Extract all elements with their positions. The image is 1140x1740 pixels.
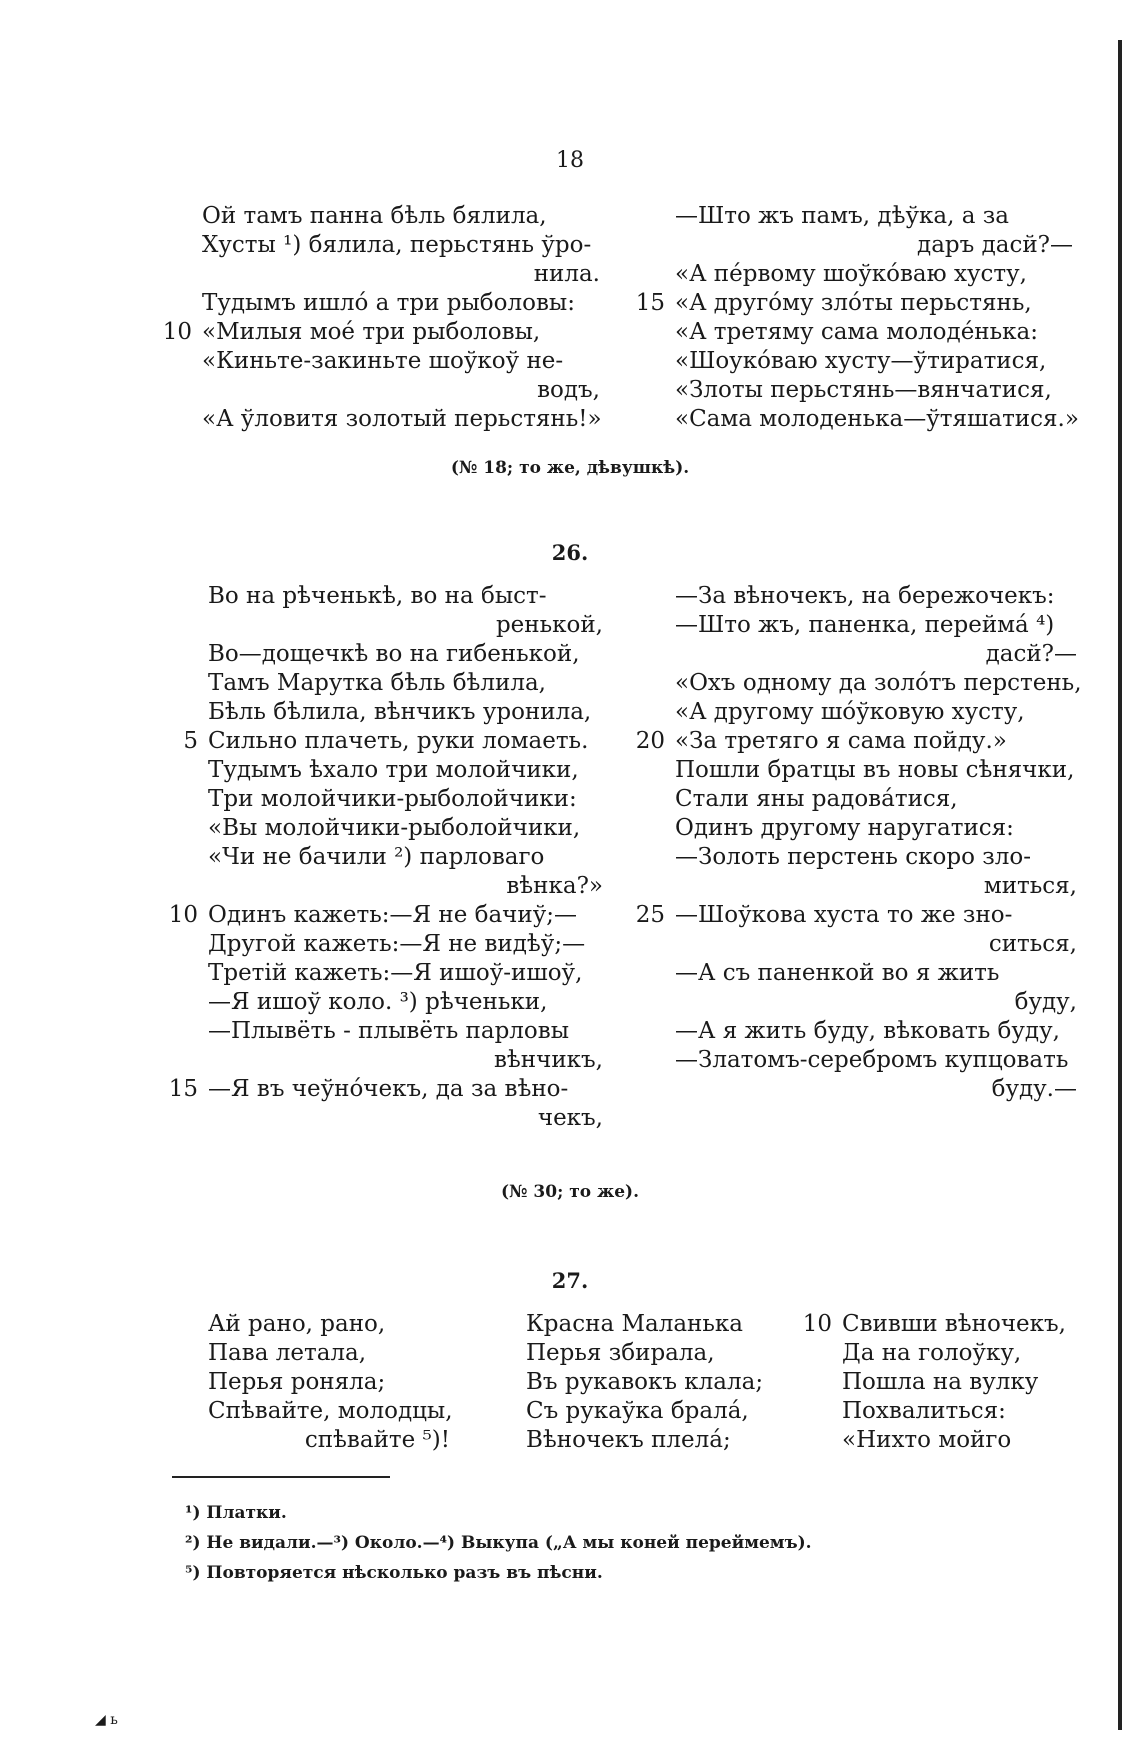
verse-text: Бѣль бѣлила, вѣнчикъ уронила, (208, 699, 592, 725)
verse-text: Одинъ кажеть:—Я не бачиў;— (208, 902, 577, 928)
verse-line (675, 872, 1077, 901)
page-number: 18 (556, 148, 584, 173)
verse-line (208, 1104, 603, 1133)
verse-text: «Вы молойчики-рыболойчики, (208, 815, 581, 841)
line-number: 10 (162, 319, 192, 345)
verse-line (208, 669, 603, 698)
verse-line (842, 1368, 1062, 1397)
verse-line (675, 1046, 1077, 1075)
verse-text: Сильно плачеть, руки ломаеть. (208, 728, 589, 754)
verse-line (675, 785, 1077, 814)
verse-text: —Плывёть - плывёть парловы (208, 1018, 570, 1044)
verse-line (526, 1339, 756, 1368)
verse-text: Свивши вѣночекъ, (842, 1311, 1066, 1337)
song-26-column-left (168, 582, 603, 1133)
page-edge-line (1118, 40, 1122, 1730)
verse-text: дасй?— (985, 641, 1077, 667)
verse-line (202, 202, 600, 231)
verse-line (202, 405, 600, 434)
verse-text: Пошла на вулку (842, 1369, 1039, 1395)
footnote-rule (172, 1476, 390, 1478)
verse-text: чекъ, (537, 1105, 603, 1131)
verse-line (675, 930, 1077, 959)
verse-text: —Я ишоў коло. ³) рѣченьки, (208, 989, 548, 1015)
verse-text: Съ рукаўка брала́, (526, 1398, 749, 1424)
verse-text: ситься, (988, 931, 1077, 957)
song-26-attribution: (№ 30; то же). (500, 1182, 640, 1202)
verse-text: Хусты ¹) бялила, перьстянь ўро- (202, 232, 592, 258)
line-number: 15 (635, 290, 665, 316)
verse-text: Пава летала, (208, 1340, 367, 1366)
verse-line (675, 231, 1073, 260)
verse-text: Стали яны радова́тися, (675, 786, 958, 812)
verse-text: вѣнка?» (506, 873, 603, 899)
verse-text: —Што жъ, паненка, перейма́ ⁴) (675, 612, 1055, 638)
verse-line (675, 1075, 1077, 1104)
verse-line (675, 260, 1073, 289)
verse-text: Три молойчики-рыболойчики: (208, 786, 577, 812)
verse-text: «Милыя мое́ три рыболовы, (202, 319, 541, 345)
verse-text: буду, (1014, 989, 1077, 1015)
verse-line (168, 1075, 603, 1104)
verse-line (675, 959, 1077, 988)
verse-line (675, 611, 1077, 640)
verse-line (842, 1397, 1062, 1426)
verse-line (208, 756, 603, 785)
verse-text: «Сама молоденька—ўтяшатися.» (675, 406, 1079, 432)
verse-line (208, 611, 603, 640)
footnotes (185, 1498, 812, 1588)
song-26-column-right (635, 582, 1082, 1104)
verse-text: Пошли братцы въ новы сѣнячки, (675, 757, 1075, 783)
verse-line (202, 376, 600, 405)
verse-text: Перья збирала, (526, 1340, 715, 1366)
verse-text: буду.— (991, 1076, 1077, 1102)
verse-line (675, 1017, 1077, 1046)
verse-line (675, 814, 1077, 843)
verse-line (183, 727, 603, 756)
verse-text: Похвалиться: (842, 1398, 1006, 1424)
verse-text: Ой тамъ панна бѣль бялила, (202, 203, 547, 229)
verse-line (208, 1046, 603, 1075)
verse-text: Ай рано, рано, (208, 1311, 386, 1337)
verse-text: Перья роняла; (208, 1369, 386, 1395)
verse-text: Красна Маланька (526, 1311, 743, 1337)
verse-line (208, 1310, 450, 1339)
verse-line (675, 318, 1073, 347)
verse-text: Во—дощечкѣ во на гибенькой, (208, 641, 580, 667)
verse-text: —А съ паненкой во я жить (675, 960, 1000, 986)
song-25-column-left (162, 202, 602, 434)
verse-text: Во на рѣченькѣ, во на быст- (208, 583, 547, 609)
verse-text: водъ, (537, 377, 600, 403)
verse-line (202, 260, 600, 289)
verse-text: Одинъ другому наругатися: (675, 815, 1014, 841)
song-27-heading: 27. (551, 1268, 589, 1293)
verse-line (675, 756, 1077, 785)
verse-text: Тудымъ ишло́ а три рыболовы: (202, 290, 575, 316)
line-number: 25 (635, 902, 665, 928)
verse-line (675, 640, 1077, 669)
verse-text: Тудымъ ѣхало три молойчики, (208, 757, 579, 783)
verse-line (208, 872, 603, 901)
verse-line (208, 1017, 603, 1046)
verse-text: —Золоть перстень скоро зло- (675, 844, 1031, 870)
verse-text: «А другому шо́ўковую хусту, (675, 699, 1025, 725)
verse-line (675, 843, 1077, 872)
verse-text: —Златомъ-серебромъ купцовать (675, 1047, 1069, 1073)
song-27-column-left (208, 1310, 453, 1455)
verse-text: Спѣвайте, молодцы, (208, 1398, 453, 1424)
verse-line (202, 231, 600, 260)
verse-text: «Нихто мойго (842, 1427, 1012, 1453)
verse-line (802, 1310, 1066, 1339)
footnote-5: ⁵) Повторяется нѣсколько разъ въ пѣсни. (185, 1563, 603, 1583)
line-number: 10 (802, 1311, 832, 1337)
verse-text: —А я жить буду, вѣковать буду, (675, 1018, 1060, 1044)
verse-text: спѣвайте ⁵)! (304, 1427, 450, 1453)
verse-line (168, 901, 603, 930)
verse-line (202, 347, 600, 376)
verse-line (208, 988, 603, 1017)
song-26-heading: 26. (551, 540, 589, 565)
verse-line (208, 698, 603, 727)
verse-line (635, 727, 1077, 756)
verse-line (208, 785, 603, 814)
verse-text: «За третяго я сама пойду.» (675, 728, 1007, 754)
line-number: 15 (168, 1076, 198, 1102)
verse-text: «А друго́му зло́ты перьстянь, (675, 290, 1032, 316)
verse-text: «Киньте-закиньте шоўкоў не- (202, 348, 564, 374)
verse-line (526, 1397, 756, 1426)
verse-line (208, 959, 603, 988)
verse-text: Другой кажеть:—Я не видѣў;— (208, 931, 586, 957)
verse-line (208, 582, 603, 611)
line-number: 10 (168, 902, 198, 928)
verse-line (635, 289, 1073, 318)
verse-line (675, 698, 1077, 727)
verse-line (208, 814, 603, 843)
verse-line (162, 318, 600, 347)
verse-line (635, 901, 1077, 930)
verse-line (675, 202, 1073, 231)
verse-line (526, 1368, 764, 1397)
verse-text: Вѣночекъ плела́; (526, 1427, 731, 1453)
verse-text: даръ дасй?— (917, 232, 1073, 258)
line-number: 20 (635, 728, 665, 754)
verse-line (208, 930, 603, 959)
verse-line (675, 376, 1073, 405)
verse-line (208, 843, 603, 872)
verse-line (526, 1426, 756, 1455)
verse-text: «Шоуко́ваю хусту—ўтиратися, (675, 348, 1047, 374)
verse-line (208, 1368, 450, 1397)
verse-text: —Што жъ памъ, дѣўка, а за (675, 203, 1009, 229)
verse-text: Третій кажеть:—Я ишоў-ишоў, (208, 960, 583, 986)
verse-text: «Злоты перьстянь—вянчатися, (675, 377, 1052, 403)
verse-text: нила. (533, 261, 600, 287)
verse-text: «А пе́рвому шоўко́ваю хусту, (675, 261, 1027, 287)
line-number: 5 (183, 728, 198, 754)
verse-line (675, 669, 1082, 698)
verse-text: вѣнчикъ, (493, 1047, 603, 1073)
verse-text: миться, (983, 873, 1077, 899)
verse-line (675, 582, 1077, 611)
verse-text: —Шоўкова хуста то же зно- (675, 902, 1013, 928)
stray-marks: ◢ ь (95, 1712, 118, 1728)
verse-line (208, 1339, 450, 1368)
verse-text: Въ рукавокъ клала; (526, 1369, 764, 1395)
song-27-column-right (802, 1310, 1066, 1455)
verse-line (526, 1310, 756, 1339)
verse-line (208, 1397, 453, 1426)
verse-text: Тамъ Марутка бѣль бѣлила, (208, 670, 546, 696)
verse-text: «А ўловитя золотый перьстянь!» (202, 406, 602, 432)
verse-line (202, 289, 600, 318)
verse-line (675, 405, 1079, 434)
verse-text: —За вѣночекъ, на бережочекъ: (675, 583, 1055, 609)
verse-text: Да на голоўку, (842, 1340, 1022, 1366)
verse-text: «Охъ одному да золо́тъ перстень, (675, 670, 1082, 696)
verse-line (842, 1339, 1062, 1368)
verse-text: «Чи не бачили ²) парловаго (208, 844, 545, 870)
verse-line (208, 1426, 450, 1455)
verse-line (208, 640, 603, 669)
verse-line (675, 988, 1077, 1017)
song-27-column-middle (526, 1310, 764, 1455)
verse-text: ренькой, (495, 612, 603, 638)
verse-line (842, 1426, 1062, 1455)
footnote-2: ²) Не видали.—³) Около.—⁴) Выкупа („А мы коней переймемъ). (185, 1533, 812, 1553)
footnote-1: ¹) Платки. (185, 1503, 287, 1523)
verse-text: «А третяму сама молоде́нька: (675, 319, 1038, 345)
verse-text: —Я въ чеўно́чекъ, да за вѣно- (208, 1076, 569, 1102)
song-25-attribution: (№ 18; то же, дѣвушкѣ). (450, 458, 690, 478)
verse-line (675, 347, 1073, 376)
song-25-column-right (635, 202, 1079, 434)
